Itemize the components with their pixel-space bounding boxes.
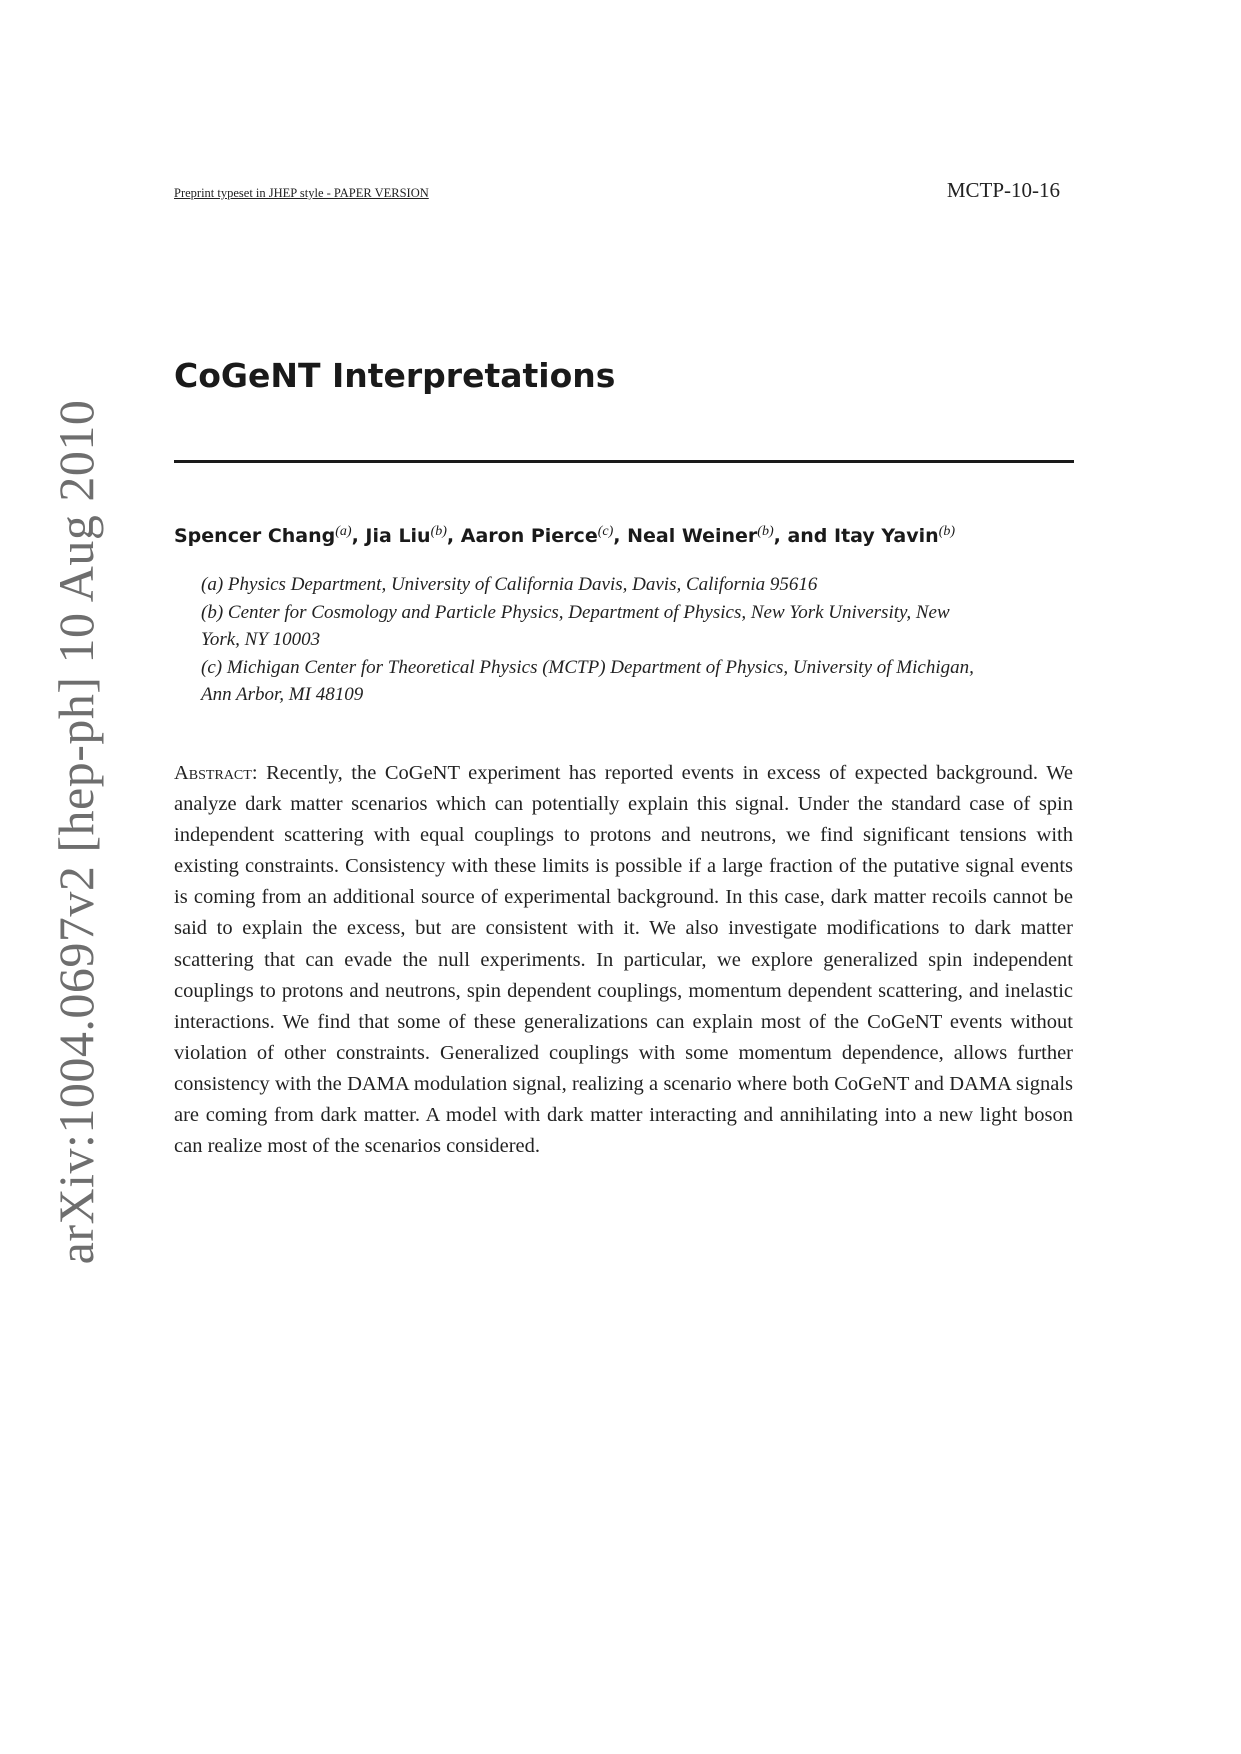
report-number: MCTP-10-16 bbox=[946, 178, 1060, 202]
title-rule bbox=[174, 460, 1074, 463]
preprint-line: Preprint typeset in JHEP style - PAPER VERSION bbox=[174, 186, 429, 200]
affiliation-c: (c) Michigan Center for Theoretical Physics (MCTP) Department of Physics, University of Michigan, Ann Arbor, MI 48109 bbox=[201, 656, 974, 705]
author-affiliation-mark: (c) bbox=[597, 524, 614, 539]
author-separator: , and bbox=[773, 525, 835, 547]
author-affiliation-mark: (b) bbox=[757, 524, 774, 539]
affiliation-list bbox=[201, 571, 981, 709]
author-name: Aaron Pierce bbox=[460, 525, 598, 547]
author-affiliation-mark: (b) bbox=[430, 524, 447, 539]
author-name: Jia Liu bbox=[365, 525, 431, 547]
author-name: Itay Yavin bbox=[834, 525, 939, 547]
abstract bbox=[174, 758, 1073, 1162]
author-separator: , bbox=[446, 525, 461, 547]
abstract-label: Abstract: bbox=[174, 762, 258, 784]
abstract-text: Recently, the CoGeNT experiment has reported events in excess of expected background. We analyze dark matter scenarios which can potentially explain this signal. Under the standard case of spin independent scattering with equal couplings to protons and neutrons, we find significant tensions with existing constraints. Consistency with these limits is possible if a large fraction of the putative signal events is coming from an additional source of experimental background. In this case, dark matter recoils cannot be said to explain the excess, but are consistent with it. We also investigate modifications to dark matter scattering that can evade the null experiments. In particular, we explore generalized spin independent couplings to protons and neutrons, spin dependent couplings, momentum dependent scattering, and inelastic interactions. We find that some of these generalizations can explain most of the CoGeNT events without violation of other constraints. Generalized couplings with some momentum dependence, allows further consistency with the DAMA modulation signal, realizing a scenario where both CoGeNT and DAMA signals are coming from dark matter. A model with dark matter interacting and annihilating into a new light boson can realize most of the scenarios considered. bbox=[174, 762, 1073, 1158]
author-name: Spencer Chang bbox=[174, 525, 336, 547]
arxiv-stamp: arXiv:1004.0697v2 [hep-ph] 10 Aug 2010 bbox=[48, 399, 104, 1265]
author-separator: , bbox=[613, 525, 628, 547]
author-affiliation-mark: (b) bbox=[938, 524, 956, 539]
author-list bbox=[174, 525, 955, 547]
paper-title: CoGeNT Interpretations bbox=[174, 356, 616, 395]
author-affiliation-mark: (a) bbox=[335, 524, 352, 539]
affiliation-b: (b) Center for Cosmology and Particle Physics, Department of Physics, New York University, New York, NY 10003 bbox=[201, 601, 950, 650]
author-separator: , bbox=[351, 525, 366, 547]
author-name: Neal Weiner bbox=[627, 525, 758, 547]
affiliation-a: (a) Physics Department, University of California Davis, Davis, California 95616 bbox=[201, 574, 818, 595]
